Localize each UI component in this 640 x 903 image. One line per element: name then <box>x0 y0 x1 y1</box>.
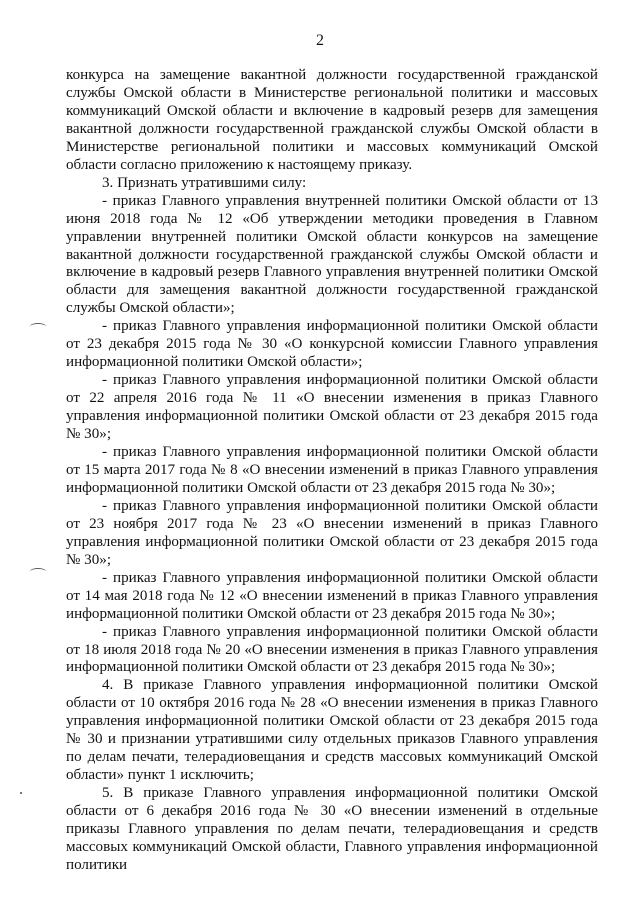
paragraph-item-5: 5. В приказе Главного управления информационной политики Омской области от 6 декабря 2016 года № 30 «О внесении изменений в отдельные приказы Главного управления по делам печати, телерадиовещания и средств массовых коммуникаций Омской области, Главного управления информационной политики <box>66 785 598 873</box>
page-number: 2 <box>316 32 324 49</box>
paragraph-repealed-order: - приказ Главного управления информационной политики Омской области от 23 ноября 2017 года № 23 «О внесении изменений в приказ Главного управления информационной политики Омской области от 23 декабря 2015 года № 30»; <box>66 497 598 568</box>
document-body <box>66 67 598 875</box>
paragraph-repealed-order: - приказ Главного управления информационной политики Омской области от 15 марта 2017 года № 8 «О внесении изменений в приказ Главного управления информационной политики Омской области от 23 декабря 2015 года № 30»; <box>66 444 598 496</box>
paragraph-item-3: 3. Признать утратившими силу: <box>102 174 307 191</box>
paragraph-repealed-order: - приказ Главного управления информационной политики Омской области от 18 июля 2018 года № 20 «О внесении изменения в приказ Главного управления информационной политики Омской области от 23 декабря 2015 года № 30»; <box>66 623 598 676</box>
paragraph-repealed-order: - приказ Главного управления информационной политики Омской области от 23 декабря 2015 года № 30 «О конкурсной комиссии Главного управления информационной политики Омской области»; <box>66 318 598 371</box>
paragraph-repealed-order: - приказ Главного управления информационной политики Омской области от 22 апреля 2016 года № 11 «О внесении изменения в приказ Главного управления информационной политики Омской области от 23 декабря 2015 года № 30»; <box>66 372 598 443</box>
paragraph-item-4: 4. В приказе Главного управления информационной политики Омской области от 10 октября 2016 года № 28 «О внесении изменения в приказ Главного управления информационной политики Омской области от 23 декабря 2015 года № 30 и признании утратившими силу отдельных приказов Главного управления по делам печати, телерадиовещания и средств массовых коммуникаций Омской области» пункт 1 исключить; <box>66 677 598 784</box>
paragraph-continuation: конкурса на замещение вакантной должности государственной гражданской службы Омской области в Министерстве региональной политики и массовых коммуникаций Омской области и включение в кадровый резерв для замещения вакантной должности государственной гражданской службы Омской области в Министерстве региональной политики и массовых коммуникаций Омской области согласно приложению к настоящему приказу. <box>66 67 598 173</box>
margin-mark <box>30 568 46 575</box>
margin-mark <box>30 323 46 330</box>
margin-dot <box>20 792 22 794</box>
paragraph-repealed-order: - приказ Главного управления внутренней политики Омской области от 13 июня 2018 года № 12 «Об утверждении методики проведения в Главном управлении внутренней политики Омской области конкурсов на замещение вакантной должности государственной гражданской службы Омской области и включение в кадровый резерв Главного управления внутренней политики Омской области для замещения вакантной должности государственной гражданской службы Омской области»; <box>66 192 598 317</box>
paragraph-repealed-order: - приказ Главного управления информационной политики Омской области от 14 мая 2018 года № 12 «О внесении изменений в приказ Главного управления информационной политики Омской области от 23 декабря 2015 года № 30»; <box>66 569 598 622</box>
